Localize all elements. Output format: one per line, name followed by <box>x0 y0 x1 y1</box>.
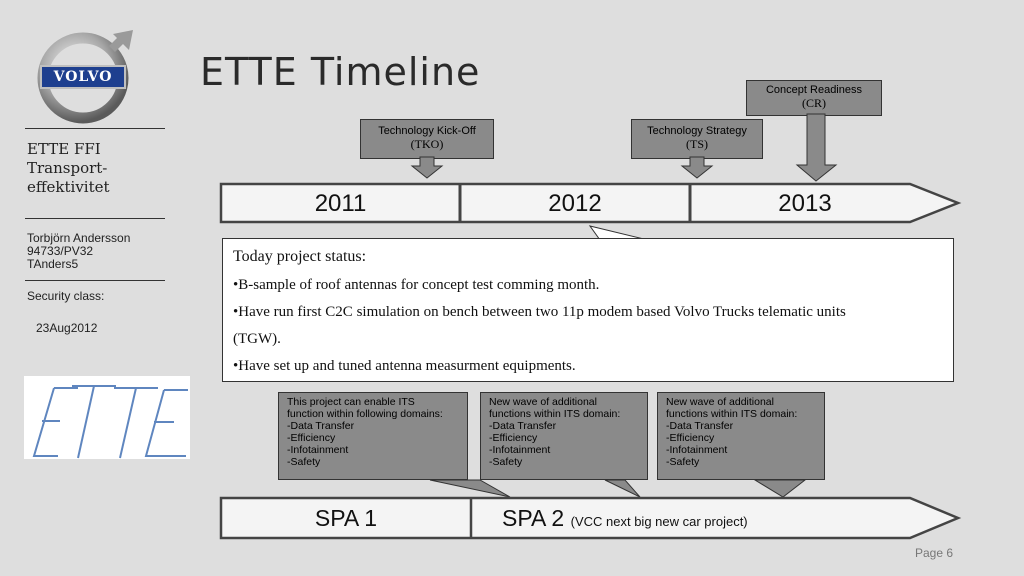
page-number: Page 6 <box>915 546 954 560</box>
volvo-logo-text: VOLVO <box>53 69 113 85</box>
author-name: Torbjörn Andersson <box>27 231 131 245</box>
year-label: 2013 <box>778 190 832 217</box>
page-title: ETTE Timeline <box>200 50 481 94</box>
security-class-label: Security class: <box>27 289 105 303</box>
status-item: •Have run first C2C simulation on bench between two 11p modem based Volvo Trucks telematic units <box>233 304 846 320</box>
spa2-name: SPA 2 <box>502 505 565 531</box>
callout-line: -Efficiency <box>287 432 336 444</box>
author-dept: 94733/PV32 <box>27 244 94 258</box>
milestone-label: Technology Strategy <box>647 125 747 137</box>
project-line: Transport- <box>27 159 108 177</box>
callout-line: function within following domains: <box>287 408 443 420</box>
callout-line: New wave of additional <box>666 396 774 408</box>
callout-line: -Infotainment <box>287 444 349 456</box>
spa2-note: (VCC next big new car project) <box>570 514 748 529</box>
spa2-label <box>502 505 748 532</box>
callout-line: -Safety <box>489 456 523 468</box>
milestone-abbr: (TS) <box>686 137 708 151</box>
status-item: •Have set up and tuned antenna measurment equipments. <box>233 358 576 374</box>
milestone-label: Concept Readiness <box>765 84 862 96</box>
callout-line: -Efficiency <box>489 432 538 444</box>
status-heading: Today project status: <box>233 248 367 265</box>
spa-callout <box>657 392 825 480</box>
callout-line: -Safety <box>666 456 700 468</box>
cr-arrow-icon <box>797 114 836 181</box>
author-user-id: TAnders5 <box>27 257 79 271</box>
spa1-label: SPA 1 <box>314 505 378 531</box>
year-label: 2011 <box>314 190 367 217</box>
callout-line: functions within ITS domain: <box>666 408 798 420</box>
spa-callout <box>278 392 468 480</box>
callout-line: -Data Transfer <box>666 420 734 432</box>
callout-line: functions within ITS domain: <box>489 408 621 420</box>
tko-arrow-icon <box>412 157 442 178</box>
callout-line: New wave of additional <box>489 396 597 408</box>
spa-callout-pointer <box>605 480 640 497</box>
spa-callout-pointer <box>755 480 805 497</box>
status-item: •B-sample of roof antennas for concept test comming month. <box>233 277 600 293</box>
callout-line: -Data Transfer <box>489 420 557 432</box>
callout-line: -Infotainment <box>666 444 728 456</box>
status-item: (TGW). <box>233 331 281 347</box>
callout-line: -Infotainment <box>489 444 551 456</box>
project-status-box <box>222 238 954 382</box>
project-line: ETTE FFI <box>27 140 101 158</box>
spa-callout-pointer <box>430 480 510 497</box>
project-line: effektivitet <box>27 178 110 196</box>
callout-line: -Safety <box>287 456 321 468</box>
milestone-abbr: (TKO) <box>410 137 444 151</box>
milestone-label: Technology Kick-Off <box>378 125 476 137</box>
year-label: 2012 <box>548 190 602 217</box>
callout-line: This project can enable ITS <box>287 396 415 408</box>
callout-line: -Data Transfer <box>287 420 355 432</box>
ts-arrow-icon <box>682 157 712 178</box>
spa-callout <box>480 392 648 480</box>
callout-line: -Efficiency <box>666 432 715 444</box>
milestone-abbr: (CR) <box>802 96 826 110</box>
document-date: 23Aug2012 <box>36 321 98 335</box>
